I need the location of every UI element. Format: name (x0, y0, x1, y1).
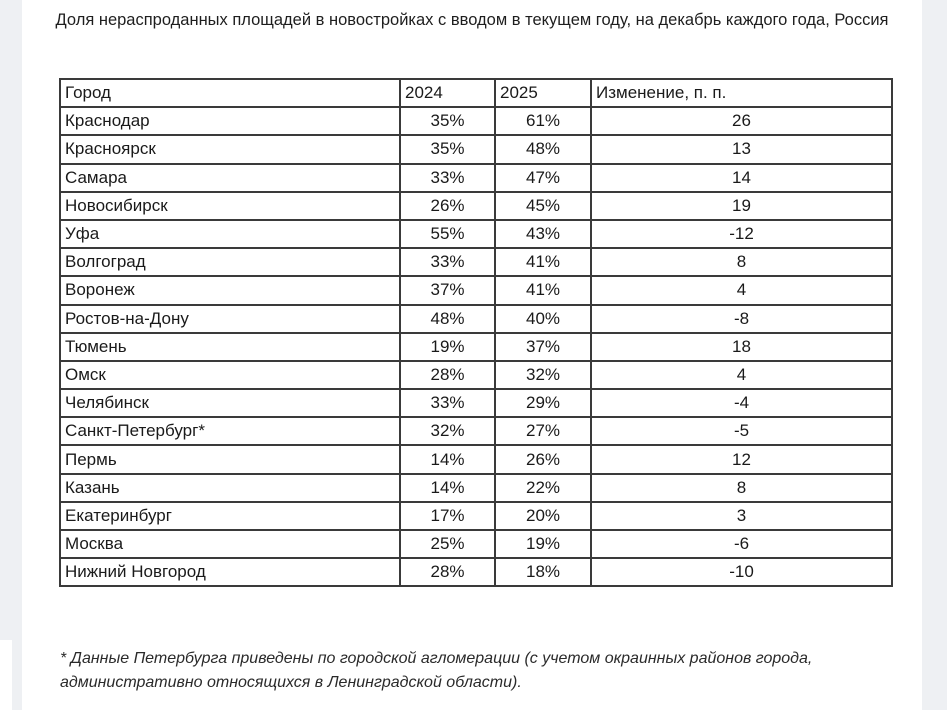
cell-city: Омск (60, 361, 400, 389)
cell-2024: 17% (400, 502, 495, 530)
cell-2025: 19% (495, 530, 591, 558)
table-header-row (60, 79, 892, 107)
cell-2024: 33% (400, 248, 495, 276)
cell-change: 3 (591, 502, 892, 530)
cell-2024: 35% (400, 135, 495, 163)
cell-2024: 19% (400, 333, 495, 361)
table-row (60, 107, 892, 135)
cell-city: Пермь (60, 445, 400, 473)
cell-change: 18 (591, 333, 892, 361)
cell-2024: 28% (400, 361, 495, 389)
cell-change: -5 (591, 417, 892, 445)
table-row (60, 361, 892, 389)
cell-city: Уфа (60, 220, 400, 248)
cell-city: Самара (60, 164, 400, 192)
table-row (60, 248, 892, 276)
cell-change: 12 (591, 445, 892, 473)
table-row (60, 220, 892, 248)
cell-change: 4 (591, 276, 892, 304)
cell-city: Екатеринбург (60, 502, 400, 530)
table-row (60, 305, 892, 333)
cell-2025: 27% (495, 417, 591, 445)
cell-city: Челябинск (60, 389, 400, 417)
cell-2025: 29% (495, 389, 591, 417)
cell-change: -6 (591, 530, 892, 558)
footnote: * Данные Петербурга приведены по городской агломерации (с учетом окраинных районов города, административно относящихся в Ленинградской области). (60, 650, 813, 691)
cell-city: Новосибирск (60, 192, 400, 220)
cell-2025: 26% (495, 445, 591, 473)
cell-2025: 20% (495, 502, 591, 530)
cell-2025: 45% (495, 192, 591, 220)
cell-change: -12 (591, 220, 892, 248)
cell-change: 8 (591, 248, 892, 276)
cell-2025: 41% (495, 276, 591, 304)
cell-change: -8 (591, 305, 892, 333)
cell-change: -4 (591, 389, 892, 417)
cell-2024: 37% (400, 276, 495, 304)
cell-city: Тюмень (60, 333, 400, 361)
cell-2024: 25% (400, 530, 495, 558)
table-row (60, 417, 892, 445)
cell-city: Краснодар (60, 107, 400, 135)
data-table (59, 78, 893, 587)
table-row (60, 276, 892, 304)
cell-change: 4 (591, 361, 892, 389)
table-row (60, 333, 892, 361)
cell-2024: 55% (400, 220, 495, 248)
cell-2025: 40% (495, 305, 591, 333)
cell-change: 14 (591, 164, 892, 192)
cell-city: Санкт-Петербург* (60, 417, 400, 445)
content-card (22, 0, 922, 710)
cell-2025: 61% (495, 107, 591, 135)
cell-2025: 48% (495, 135, 591, 163)
cell-2024: 28% (400, 558, 495, 586)
cell-2025: 37% (495, 333, 591, 361)
cell-2024: 33% (400, 389, 495, 417)
cell-city: Нижний Новгород (60, 558, 400, 586)
column-header-2025: 2025 (495, 79, 591, 107)
cell-city: Воронеж (60, 276, 400, 304)
cell-city: Москва (60, 530, 400, 558)
table-row (60, 502, 892, 530)
cell-2024: 26% (400, 192, 495, 220)
cell-2025: 32% (495, 361, 591, 389)
cell-change: -10 (591, 558, 892, 586)
table-row (60, 192, 892, 220)
table-row (60, 558, 892, 586)
cell-2024: 35% (400, 107, 495, 135)
cell-2025: 41% (495, 248, 591, 276)
cell-change: 13 (591, 135, 892, 163)
cell-change: 26 (591, 107, 892, 135)
table-row (60, 445, 892, 473)
background-strip (0, 640, 12, 710)
table-row (60, 474, 892, 502)
table-row (60, 389, 892, 417)
column-header-city: Город (60, 79, 400, 107)
table-title: Доля нераспроданных площадей в новостройках с вводом в текущем году, на декабрь каждого года, Россия (55, 11, 889, 29)
cell-2025: 47% (495, 164, 591, 192)
cell-city: Волгоград (60, 248, 400, 276)
cell-change: 19 (591, 192, 892, 220)
cell-city: Казань (60, 474, 400, 502)
table-body (60, 107, 892, 586)
column-header-change: Изменение, п. п. (591, 79, 892, 107)
cell-city: Красноярск (60, 135, 400, 163)
table-row (60, 135, 892, 163)
cell-city: Ростов-на-Дону (60, 305, 400, 333)
cell-2024: 32% (400, 417, 495, 445)
cell-2024: 48% (400, 305, 495, 333)
cell-2024: 33% (400, 164, 495, 192)
cell-2024: 14% (400, 474, 495, 502)
cell-change: 8 (591, 474, 892, 502)
cell-2024: 14% (400, 445, 495, 473)
cell-2025: 18% (495, 558, 591, 586)
table-row (60, 164, 892, 192)
cell-2025: 43% (495, 220, 591, 248)
table-row (60, 530, 892, 558)
column-header-2024: 2024 (400, 79, 495, 107)
cell-2025: 22% (495, 474, 591, 502)
